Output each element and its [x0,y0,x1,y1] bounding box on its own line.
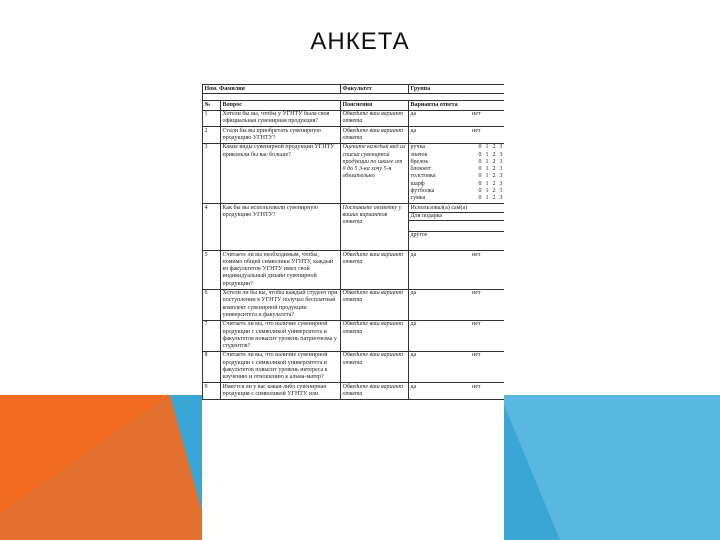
scale-value[interactable]: 3 [499,144,503,151]
scale-item-label: значок [410,151,428,158]
scale-value[interactable]: 1 [485,188,489,195]
option-self-use[interactable]: Использовал(а) сам(а) [409,205,504,213]
scale-value[interactable]: 3 [499,166,503,173]
question-row [203,204,505,251]
scale-item [411,181,503,188]
header-name: Ном. Фамилия [203,85,341,94]
col-answers: Варианты ответа [409,101,505,110]
question-instruction: Обведите ваш вариант ответа [341,110,409,127]
question-row [203,383,505,400]
survey-sheet [202,84,504,540]
question-instruction: Обведите ваш вариант ответа [341,383,409,400]
scale-value[interactable]: 2 [492,180,496,187]
answer-cell [409,351,505,382]
answer-yes[interactable]: да [410,127,417,134]
scale-value[interactable]: 0 [478,173,482,180]
question-instruction: Оцените каждый вид из списка сувенирной продукции по шкале от 0 до 5 3-ка хочу 5-я обязательно [341,143,409,203]
scale-value[interactable]: 2 [492,158,496,165]
question-text: Хотели бы вы, чтобы у УГНТУ была своя официальная сувенирная продукция? [221,110,341,127]
question-text: Имеется ли у вас какая-либо сувенирная продукция с символикой УГНТУ или [221,383,341,400]
question-text: Какие виды сувенирной продукции УГНТУ привлекли бы вас больше? [221,143,341,203]
question-text: Считаете ли вы, что наличие сувенирной продукции с символикой университета и факультетов повысит уровень патриотизма у студентов? [221,320,341,351]
question-instruction: Обведите ваш вариант ответа [341,351,409,382]
answer-yes[interactable]: да [410,321,417,328]
question-number: 8 [203,351,221,382]
question-number: 6 [203,289,221,320]
answer-no[interactable]: нет [472,251,481,258]
question-row [203,143,505,203]
option-gift[interactable]: Для подарка [409,213,504,221]
spacer-row [203,94,505,101]
question-instruction: Поставьте отметку у ваших вариантов ответа [341,204,409,251]
options-cell [409,204,505,251]
answer-cell [409,110,505,127]
question-number: 2 [203,127,221,144]
answer-cell [409,320,505,351]
answer-no[interactable]: нет [472,321,481,328]
scale-value[interactable]: 2 [492,151,496,158]
header-row [203,85,505,94]
question-instruction: Обведите ваш вариант ответа [341,320,409,351]
scale-value[interactable]: 3 [499,158,503,165]
scale-value[interactable]: 0 [478,151,482,158]
scale-value[interactable]: 2 [492,188,496,195]
scale-item-label: брелок [410,158,429,165]
question-instruction: Обведите ваш вариант ответа [341,127,409,144]
col-question: Вопрос [221,101,341,110]
header-faculty: Факультет [341,85,409,94]
scale-value[interactable]: 0 [478,188,482,195]
scale-item-label: футболка [410,188,435,195]
scale-value[interactable]: 3 [499,180,503,187]
question-text: Стали бы вы приобретать сувенирную продукцию УГНТУ? [221,127,341,144]
answer-no[interactable]: нет [472,111,481,118]
answer-yes[interactable]: да [410,352,417,359]
scale-value[interactable]: 2 [492,195,496,202]
answer-no[interactable]: нет [472,383,481,390]
scale-item-label: блокнот [410,166,432,173]
scale-value[interactable]: 2 [492,166,496,173]
question-instruction: Обведите ваш вариант ответа [341,289,409,320]
scale-item [411,144,503,151]
answer-cell [409,289,505,320]
slide-title: АНКЕТА [310,28,410,55]
scale-value[interactable]: 1 [485,151,489,158]
answer-yes[interactable]: да [410,251,417,258]
question-text: Считаете ли вы необходимым, чтобы, помимо общей символики УГНТУ, каждый из факультетов УГНТУ имел свой индивидуальный дизайн сувенирной продукции? [221,251,341,289]
scale-cell [409,143,505,203]
scale-value[interactable]: 2 [492,144,496,151]
scale-value[interactable]: 2 [492,173,496,180]
scale-item-label: ручка [410,144,425,151]
survey-table [202,84,504,400]
scale-value[interactable]: 0 [478,195,482,202]
scale-value[interactable]: 3 [499,151,503,158]
question-number: 3 [203,143,221,203]
answer-yes[interactable]: да [410,290,417,297]
scale-value[interactable]: 1 [485,144,489,151]
question-number: 9 [203,383,221,400]
scale-value[interactable]: 1 [485,180,489,187]
question-row [203,320,505,351]
column-header-row [203,101,505,110]
question-text: Хотели ли бы вы, чтобы каждый студент при поступлении в УГНТУ получал бесплатный комплект сувенирной продукции университета и факультета? [221,289,341,320]
question-row [203,289,505,320]
question-row [203,127,505,144]
answer-no[interactable]: нет [472,352,481,359]
question-instruction: Обведите ваш вариант ответа [341,251,409,289]
option-other[interactable]: другое [410,232,428,239]
answer-no[interactable]: нет [472,290,481,297]
scale-value[interactable]: 0 [478,180,482,187]
scale-value[interactable]: 1 [485,158,489,165]
question-number: 1 [203,110,221,127]
col-instruction: Пояснения [341,101,409,110]
question-text: Как бы вы использовали сувенирную продукцию УГНТУ? [221,204,341,251]
scale-item [411,152,503,159]
question-number: 4 [203,204,221,251]
answer-no[interactable]: нет [472,127,481,134]
scale-item [411,188,503,195]
answer-yes[interactable]: да [410,383,417,390]
scale-item [411,195,503,202]
scale-value[interactable]: 1 [485,166,489,173]
scale-value[interactable]: 0 [478,144,482,151]
scale-item [411,166,503,173]
scale-item-label: сумка [410,195,426,202]
scale-item-label: толстовка [410,173,436,180]
question-number: 7 [203,320,221,351]
answer-cell [409,251,505,289]
question-row [203,351,505,382]
scale-value[interactable]: 3 [499,188,503,195]
scale-value[interactable]: 3 [499,195,503,202]
question-row [203,251,505,289]
answer-cell [409,383,505,400]
scale-value[interactable]: 0 [478,166,482,173]
col-no: № [203,101,221,110]
answer-yes[interactable]: да [410,111,417,118]
question-number: 5 [203,251,221,289]
scale-value[interactable]: 1 [485,173,489,180]
scale-item-label: шарф [410,180,425,187]
question-text: Считаете ли вы, что наличие сувенирной продукции с символикой университета и факультетов повысит уровень интереса к изучению и отношению к альма-матер? [221,351,341,382]
scale-value[interactable]: 0 [478,158,482,165]
answer-cell [409,127,505,144]
scale-item [411,173,503,180]
question-row [203,110,505,127]
scale-value[interactable]: 3 [499,173,503,180]
header-group: Группа [409,85,505,94]
scale-value[interactable]: 1 [485,195,489,202]
